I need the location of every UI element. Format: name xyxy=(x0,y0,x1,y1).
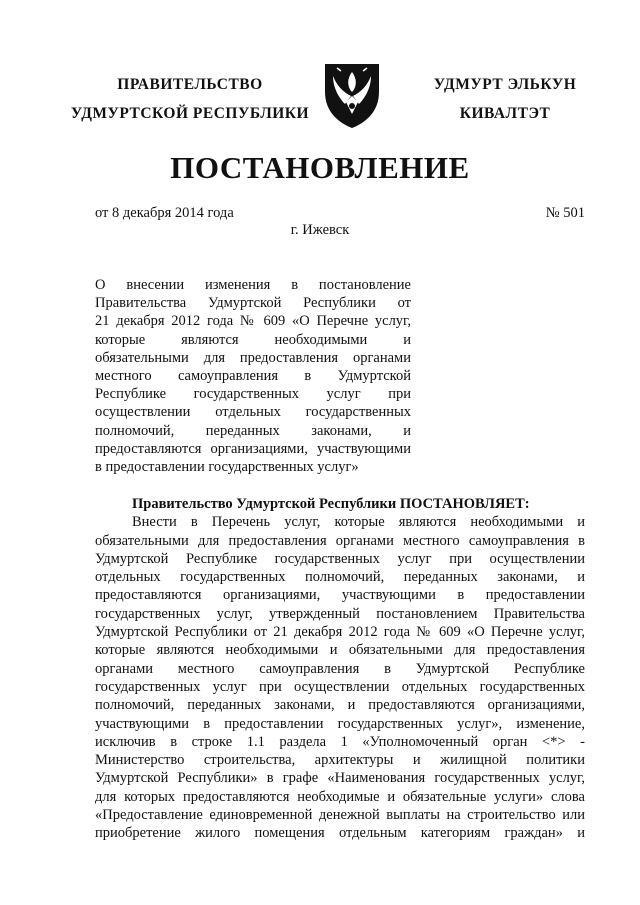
header-left xyxy=(70,70,310,128)
subject-line: местного самоуправления в Удмуртской xyxy=(95,367,411,384)
body-line: для которых предоставляются необходимые и обязательные услуги» слова xyxy=(95,788,585,805)
body-line: Удмуртской Республике государственных услуг при осуществлении xyxy=(95,550,585,567)
document-city: г. Ижевск xyxy=(290,222,350,238)
subject-line: которые являются необходимыми и xyxy=(95,331,411,348)
body-line: государственных услуг при осуществлении отдельных государственных xyxy=(95,678,585,695)
header-left-line-2: УДМУРТСКОЙ РЕСПУБЛИКИ xyxy=(70,105,310,122)
header-right-line-2: КИВАЛТЭТ xyxy=(459,105,551,122)
body-line: государственных услуг, утвержденный постановлением Правительства xyxy=(95,605,585,622)
body-line: которые являются необходимыми и обязательными для предоставления xyxy=(95,642,585,659)
subject-line: осуществлении отдельных государственных xyxy=(95,404,411,421)
document-type-title: ПОСТАНОВЛЕНИЕ xyxy=(170,150,470,185)
document-number: № 501 xyxy=(545,205,585,221)
subject-line: полномочий, переданных законами, и xyxy=(95,422,411,439)
body-line: обязательными для предоставления органами местного самоуправления в xyxy=(95,532,585,549)
body-line: отдельных государственных полномочий, переданных законами, и xyxy=(95,569,585,586)
header-left-line-1: ПРАВИТЕЛЬСТВО xyxy=(117,76,263,93)
body-line: приобретение жилого помещения отдельным категориям граждан» и xyxy=(95,825,585,842)
subject-line: Правительства Удмуртской Республики от xyxy=(95,295,411,312)
header-right-line-1: УДМУРТ ЭЛЬКУН xyxy=(433,76,577,93)
body-line: участвующими в предоставлении государственных услуг», изменение, xyxy=(95,715,585,732)
body-line: полномочий, переданных законами, и предоставляются организациями, xyxy=(95,697,585,714)
body-line: исключив в строке 1.1 раздела 1 «Уполномоченный орган <*> - xyxy=(95,733,585,750)
document-subject xyxy=(95,276,411,476)
body-line: Удмуртской Республики» в графе «Наименования государственных услуг, xyxy=(95,770,585,787)
subject-line: предоставляются организациями, участвующими xyxy=(95,440,411,457)
body-line: Внести в Перечень услуг, которые являются необходимыми и xyxy=(132,514,585,531)
body-line: Удмуртской Республики от 21 декабря 2012 года № 609 «О Перечне услуг, xyxy=(95,624,585,641)
body-line: предоставляются организациями, участвующими в предоставлении xyxy=(95,587,585,604)
subject-line: обязательными для предоставления органами xyxy=(95,349,411,366)
body-line: органами местного самоуправления в Удмуртской Республике xyxy=(95,660,585,677)
resolution-heading: Правительство Удмуртской Республики ПОСТАНОВЛЯЕТ: xyxy=(132,496,530,512)
header-right xyxy=(410,70,600,128)
body-line: «Предоставление единовременной денежной выплаты на строительство или xyxy=(95,807,585,824)
subject-line: Республике государственных услуг при xyxy=(95,386,411,403)
subject-line: в предоставлении государственных услуг» xyxy=(95,458,359,475)
body-line: Министерство строительства, архитектуры и жилищной политики xyxy=(95,752,585,769)
subject-line: О внесении изменения в постановление xyxy=(95,277,411,293)
document-body xyxy=(95,495,585,843)
subject-line: 21 декабря 2012 года № 609 «О Перечне услуг, xyxy=(95,313,411,330)
udmurt-emblem-icon xyxy=(321,58,383,130)
document-date: от 8 декабря 2014 года xyxy=(95,205,234,221)
